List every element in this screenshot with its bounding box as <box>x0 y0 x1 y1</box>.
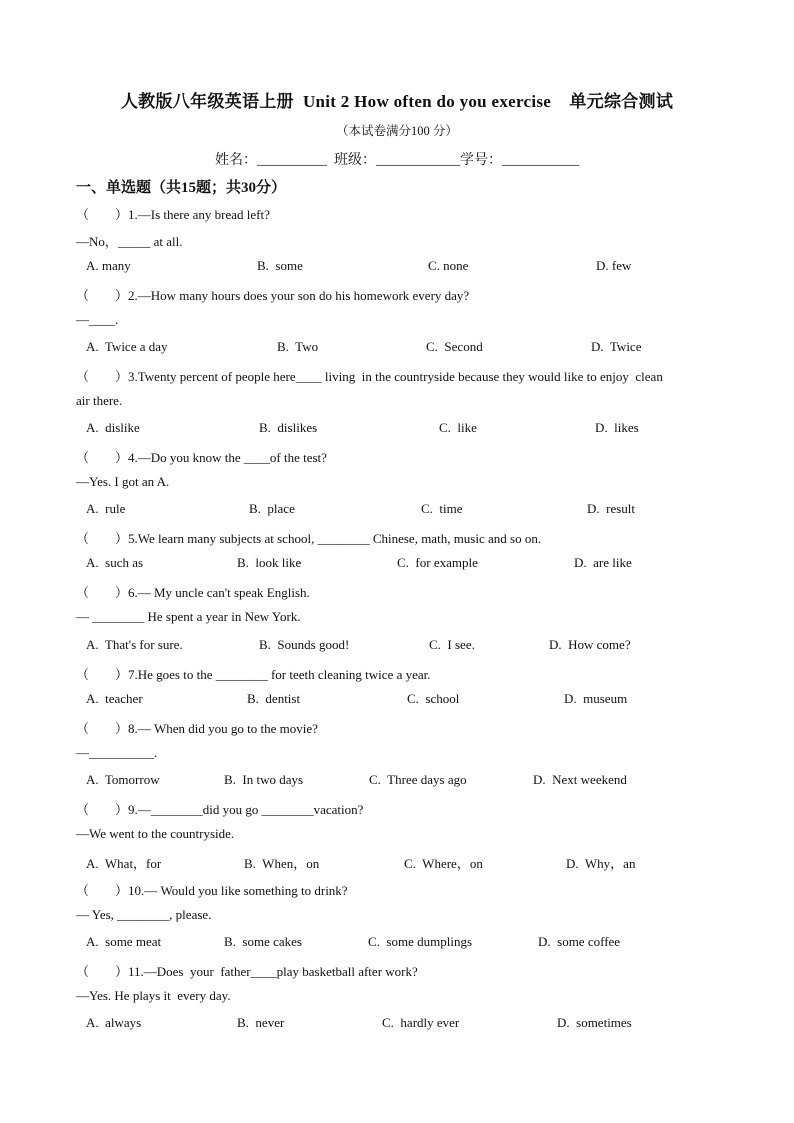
option-b[interactable]: B. In two days <box>224 772 304 787</box>
option-c[interactable]: C. Second <box>426 339 483 354</box>
question-stem: （ ）11.—Does your father____play basketball after work? <box>76 964 418 979</box>
option-d[interactable]: D. Next weekend <box>533 772 627 787</box>
question-stem: （ ）10.— Would you like something to drink? <box>76 883 348 898</box>
option-b[interactable]: B. some <box>257 258 303 273</box>
option-b[interactable]: B. some cakes <box>224 934 302 949</box>
option-c[interactable]: C. none <box>428 258 469 273</box>
option-c[interactable]: C. Three days ago <box>369 772 467 787</box>
question-stem: （ ）7.He goes to the ________ for teeth cleaning twice a year. <box>76 667 431 682</box>
option-c[interactable]: C. like <box>439 420 477 435</box>
option-d[interactable]: D. sometimes <box>557 1015 632 1030</box>
question-stem-continued: — ________ He spent a year in New York. <box>76 609 301 624</box>
option-d[interactable]: D. are like <box>574 555 632 570</box>
option-c[interactable]: C. some dumplings <box>368 934 473 949</box>
option-d[interactable]: D. Why，an <box>566 856 636 871</box>
option-d[interactable]: D. some coffee <box>538 934 621 949</box>
student-info-fields: 姓名：__________ 班级：____________学号：___________ <box>215 153 579 168</box>
option-c[interactable]: C. I see. <box>429 637 475 652</box>
page-title: 人教版八年级英语上册 Unit 2 How often do you exercise 单元综合测试 <box>120 92 674 111</box>
question-stem-continued: air there. <box>76 393 123 408</box>
question-stem: （ ）3.Twenty percent of people here____ living in the countryside because they would like to enjoy clean <box>76 369 663 384</box>
option-b[interactable]: B. never <box>237 1015 285 1030</box>
option-d[interactable]: D. result <box>587 501 636 516</box>
option-d[interactable]: D. How come? <box>549 637 631 652</box>
option-b[interactable]: B. When，on <box>244 856 320 871</box>
option-c[interactable]: C. school <box>407 691 460 706</box>
option-a[interactable]: A. rule <box>86 501 126 516</box>
question-stem-continued: —No，_____ at all. <box>76 234 183 249</box>
question-stem-continued: —Yes. He plays it every day. <box>76 988 231 1003</box>
section-heading: 一、单选题（共15题；共30分） <box>76 180 287 196</box>
option-a[interactable]: A. dislike <box>86 420 140 435</box>
question-stem: （ ）4.—Do you know the ____of the test? <box>76 450 327 465</box>
question-stem-continued: —____. <box>76 312 119 327</box>
question-stem-continued: —Yes. I got an A. <box>76 474 170 489</box>
option-a[interactable]: A. teacher <box>86 691 143 706</box>
question-stem: （ ）9.—________did you go ________vacation? <box>76 802 364 817</box>
option-d[interactable]: D. museum <box>564 691 628 706</box>
option-b[interactable]: B. Two <box>277 339 319 354</box>
option-c[interactable]: C. for example <box>397 555 478 570</box>
option-c[interactable]: C. Where，on <box>404 856 483 871</box>
option-c[interactable]: C. hardly ever <box>382 1015 460 1030</box>
option-d[interactable]: D. few <box>596 258 632 273</box>
option-b[interactable]: B. dislikes <box>259 420 318 435</box>
option-b[interactable]: B. place <box>249 501 295 516</box>
option-b[interactable]: B. dentist <box>247 691 301 706</box>
option-a[interactable]: A. such as <box>86 555 144 570</box>
question-stem: （ ）5.We learn many subjects at school, ________ Chinese, math, music and so on. <box>76 531 542 546</box>
option-b[interactable]: B. look like <box>237 555 302 570</box>
option-d[interactable]: D. Twice <box>591 339 642 354</box>
option-a[interactable]: A. many <box>86 258 131 273</box>
page-subtitle: （本试卷满分100 分） <box>336 124 458 138</box>
question-stem-continued: — Yes, ________, please. <box>76 907 212 922</box>
option-a[interactable]: A. always <box>86 1015 142 1030</box>
question-stem-continued: —We went to the countryside. <box>76 826 235 841</box>
question-stem-continued: —__________. <box>76 745 158 760</box>
question-stem: （ ）8.— When did you go to the movie? <box>76 721 318 736</box>
option-c[interactable]: C. time <box>421 501 463 516</box>
question-stem: （ ）6.— My uncle can't speak English. <box>76 585 310 600</box>
option-a[interactable]: A. Twice a day <box>86 339 168 354</box>
option-a[interactable]: A. Tomorrow <box>86 772 160 787</box>
option-a[interactable]: A. That's for sure. <box>86 637 183 652</box>
option-a[interactable]: A. What，for <box>86 856 162 871</box>
question-stem: （ ）1.—Is there any bread left? <box>76 207 270 222</box>
question-stem: （ ）2.—How many hours does your son do his homework every day? <box>76 288 470 303</box>
option-a[interactable]: A. some meat <box>86 934 162 949</box>
option-b[interactable]: B. Sounds good! <box>259 637 350 652</box>
option-d[interactable]: D. likes <box>595 420 639 435</box>
